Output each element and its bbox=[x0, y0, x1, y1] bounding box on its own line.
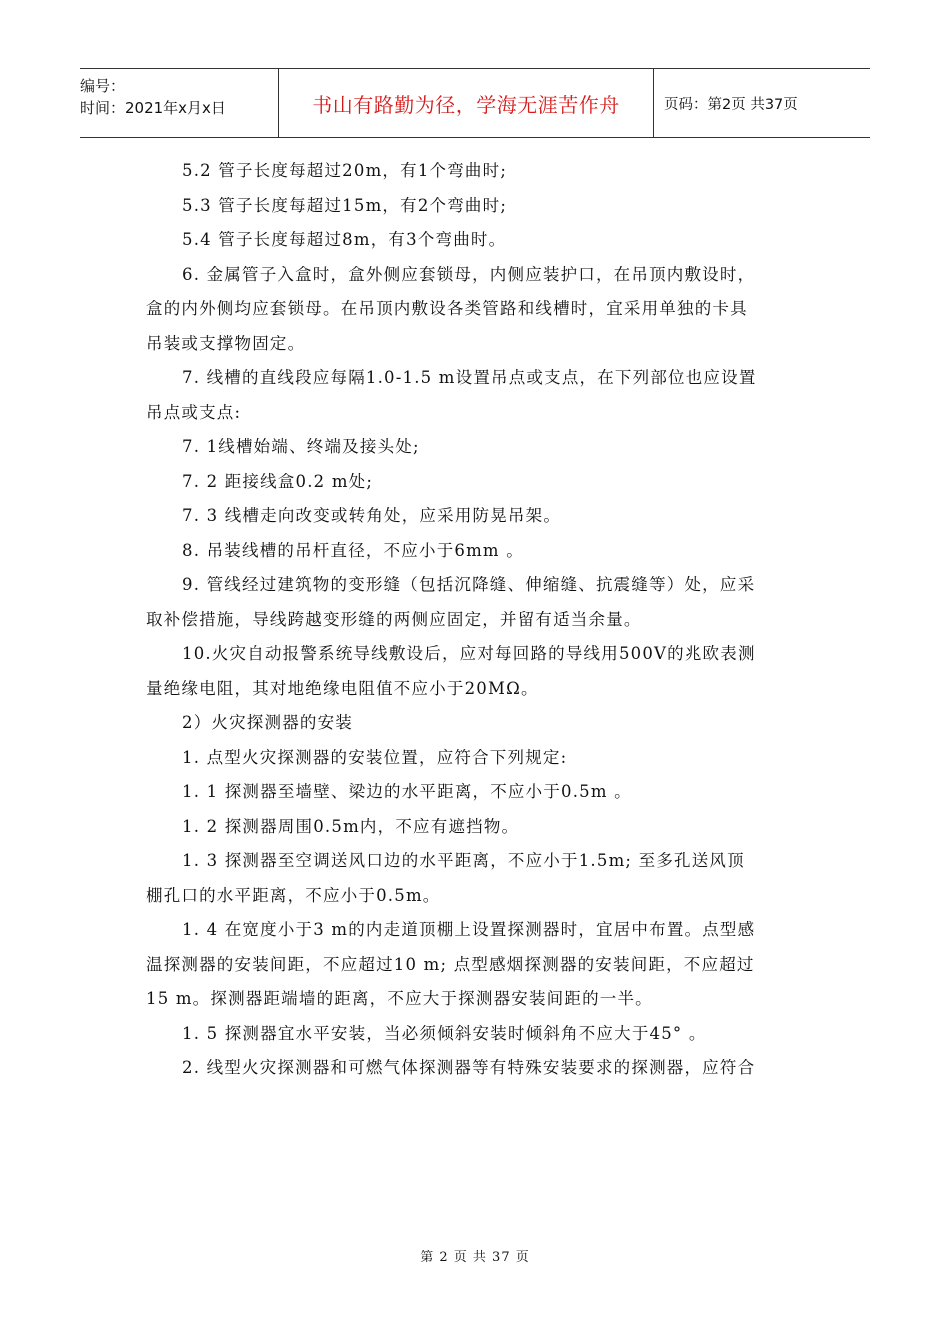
header-meta bbox=[80, 69, 279, 137]
page-footer: 第 2 页 共 37 页 bbox=[420, 1250, 530, 1265]
body-line: 1. 1 探测器至墙壁、梁边的水平距离，不应小于0.5m 。 bbox=[182, 782, 632, 801]
document-body bbox=[146, 154, 814, 1086]
body-line: 1. 2 探测器周围0.5m内，不应有遮挡物。 bbox=[182, 816, 520, 836]
body-line: 1. 点型火灾探测器的安装位置，应符合下列规定: bbox=[182, 747, 568, 767]
header-motto: 书山有路勤为径，学海无涯苦作舟 bbox=[312, 92, 620, 117]
body-line: 15 m。探测器距端墙的距离，不应大于探测器安装间距的一半。 bbox=[146, 989, 653, 1008]
body-line: 1. 5 探测器宜水平安装，当必须倾斜安装时倾斜角不应大于45° 。 bbox=[182, 1023, 707, 1043]
body-line: 温探测器的安装间距，不应超过10 m; 点型感烟探测器的安装间距，不应超过 bbox=[146, 954, 755, 974]
body-line: 盒的内外侧均应套锁母。在吊顶内敷设各类管路和线槽时，宜采用单独的卡具 bbox=[146, 299, 748, 318]
body-line: 7. 3 线槽走向改变或转角处，应采用防晃吊架。 bbox=[182, 506, 562, 525]
body-line: 9. 管线经过建筑物的变形缝（包括沉降缝、伸缩缝、抗震缝等）处，应采 bbox=[182, 575, 756, 594]
body-line: 取补偿措施，导线跨越变形缝的两侧应固定，并留有适当余量。 bbox=[146, 609, 642, 629]
body-line: 2. 线型火灾探测器和可燃气体探测器等有特殊安装要求的探测器，应符合 bbox=[182, 1058, 756, 1077]
body-line: 吊装或支撑物固定。 bbox=[146, 333, 306, 353]
header-page-code bbox=[654, 69, 870, 137]
body-line: 5.2 管子长度每超过20m，有1个弯曲时; bbox=[182, 161, 508, 180]
body-line: 量绝缘电阻，其对地绝缘电阻值不应小于20MΩ。 bbox=[146, 678, 539, 698]
header-motto-cell bbox=[279, 69, 654, 137]
page-header bbox=[80, 68, 870, 138]
body-line: 吊点或支点: bbox=[146, 402, 242, 422]
body-line: 7. 线槽的直线段应每隔1.0-1.5 m设置吊点或支点，在下列部位也应设置 bbox=[182, 368, 757, 387]
body-line: 8. 吊装线槽的吊杆直径，不应小于6mm 。 bbox=[182, 540, 524, 560]
body-line: 1. 4 在宽度小于3 m的内走道顶棚上设置探测器时，宜居中布置。点型感 bbox=[182, 920, 756, 939]
body-line: 棚孔口的水平距离，不应小于0.5m。 bbox=[146, 885, 441, 905]
body-line: 6. 金属管子入盒时，盒外侧应套锁母，内侧应装护口，在吊顶内敷设时， bbox=[182, 264, 756, 284]
body-line: 10.火灾自动报警系统导线敷设后，应对每回路的导线用500V的兆欧表测 bbox=[182, 644, 756, 663]
page-code-text: 页码：第2页 共37页 bbox=[664, 96, 798, 113]
document-date: 时间：2021年x月x日 bbox=[80, 99, 226, 117]
body-line: 5.3 管子长度每超过15m，有2个弯曲时; bbox=[182, 195, 508, 215]
document-number-label: 编号： bbox=[80, 77, 126, 95]
body-line: 5.4 管子长度每超过8m，有3个弯曲时。 bbox=[182, 230, 507, 249]
body-line: 2）火灾探测器的安装 bbox=[182, 713, 353, 732]
body-line: 7. 2 距接线盒0.2 m处; bbox=[182, 471, 374, 491]
body-line: 1. 3 探测器至空调送风口边的水平距离，不应小于1.5m; 至多孔送风顶 bbox=[182, 851, 745, 870]
body-line: 7. 1线槽始端、终端及接头处; bbox=[182, 437, 420, 456]
